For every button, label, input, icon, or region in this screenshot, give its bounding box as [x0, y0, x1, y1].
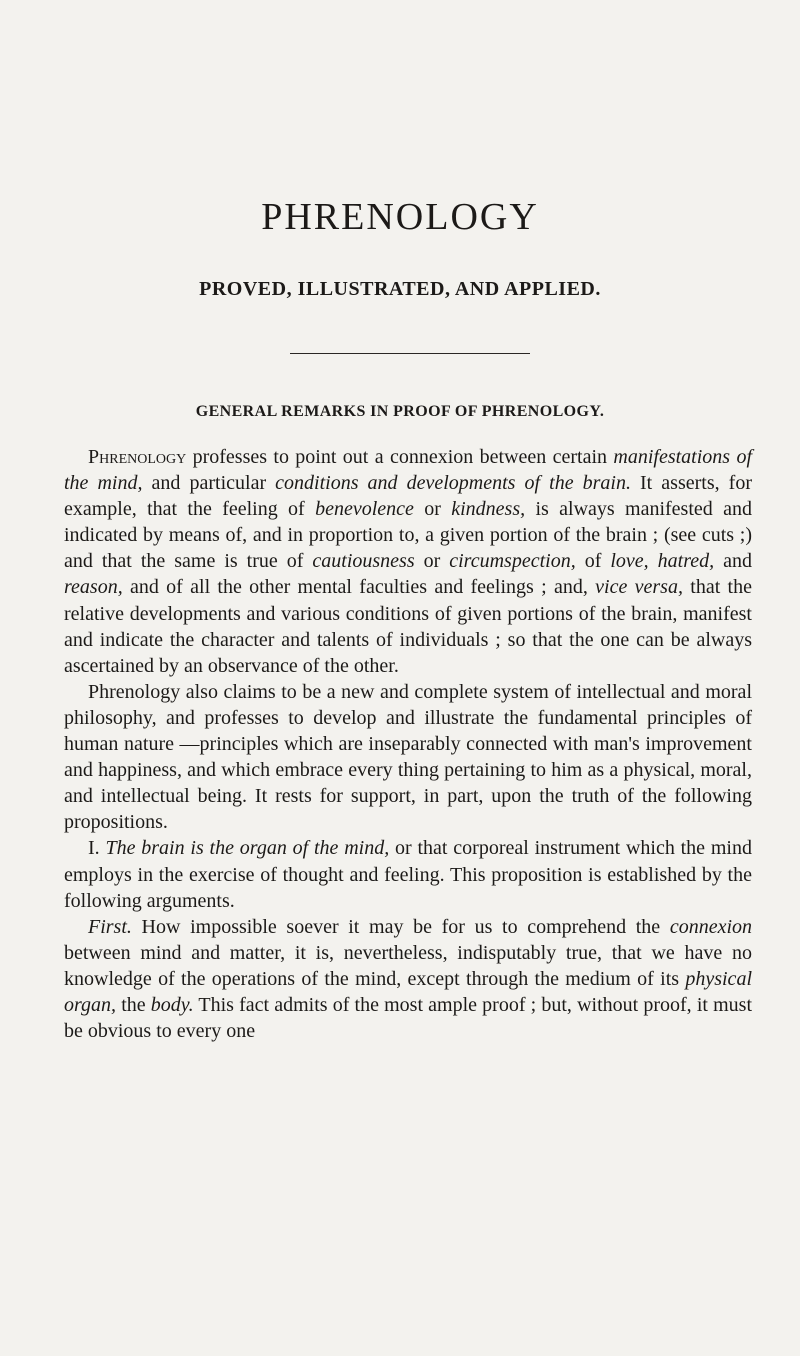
p4-italic-3: physical organ, [64, 967, 752, 1016]
lead-word: Phrenology [88, 446, 187, 468]
p4-italic-2: connexion [669, 915, 752, 938]
section-heading: GENERAL REMARKS IN PROOF OF PHRENOLOGY. [195, 403, 605, 420]
p4-italic-4: body. [150, 993, 194, 1016]
p1-text-8: and [714, 550, 752, 573]
p3-italic-1: The brain is the organ of the mind, [105, 837, 390, 860]
p4-text-4: This fact admits of the most ample proof ; but, without proof, it must be obvious to every one [64, 993, 752, 1043]
paragraph-3 [64, 835, 752, 913]
p1-italic-6: circumspection, [449, 550, 576, 573]
p1-text-1: professes to point out a connexion between certain [186, 446, 614, 468]
p1-italic-8: reason, [64, 576, 123, 599]
p3-text-2: or that corporeal instrument which the mind employs in the exercise of thought and feeling. This proposition is established by the following arguments. [64, 837, 752, 912]
p1-text-5: is always manifested and indicated by means of, and in proportion to, a given portion of the brain ; (see cuts ;) and that the same is true of [64, 498, 752, 573]
page-title: PHRENOLOGY [261, 196, 539, 238]
p1-text-4: or [413, 498, 452, 521]
p1-italic-7: love, hatred, [610, 550, 715, 573]
p1-italic-4: kindness, [451, 498, 526, 521]
p1-italic-5: cautiousness [312, 550, 415, 573]
p4-text-3: the [116, 993, 151, 1016]
p4-italic-1: First. [88, 915, 132, 938]
p1-text-7: of [575, 550, 611, 573]
paragraph-4 [64, 914, 752, 1044]
paragraph-1 [64, 444, 752, 679]
p4-text-2: between mind and matter, it is, nevertheless, indisputably true, that we have no knowledge of the operations of the mind, except through the medium of its [64, 941, 752, 990]
p1-text-2: and particular [142, 472, 276, 495]
body-text [64, 444, 752, 1044]
paragraph-2: Phrenology also claims to be a new and complete system of intellectual and moral philosophy, and professes to develop and illustrate the fundamental principles of human nature —principles which are inseparably connected with man's improvement and happiness, and which embrace every thing pertaining to him as a physical, moral, and intellectual being. It rests for support, in part, upon the truth of the following propositions. [64, 680, 752, 834]
p1-italic-2: conditions and developments of the brain. [275, 472, 631, 495]
p4-text-1: How impossible soever it may be for us to comprehend the [131, 915, 670, 938]
divider-rule [290, 353, 530, 354]
p3-text-1: I. [88, 837, 106, 860]
p1-text-3: It asserts, for example, that the feeling of [64, 472, 752, 521]
p1-text-6: or [414, 550, 450, 573]
p1-text-9: and of all the other mental faculties and feelings ; and, [122, 576, 596, 599]
p1-italic-1: manifestations of the mind, [64, 446, 752, 495]
p1-text-10: that the relative developments and various conditions of given portions of the brain, manifest and indicate the character and talents of individuals ; so that the one can be always ascertained by an observance of the other. [64, 576, 752, 677]
p1-italic-9: vice versa, [595, 576, 683, 599]
p1-italic-3: benevolence [315, 498, 414, 521]
page-subtitle: PROVED, ILLUSTRATED, AND APPLIED. [199, 278, 601, 300]
